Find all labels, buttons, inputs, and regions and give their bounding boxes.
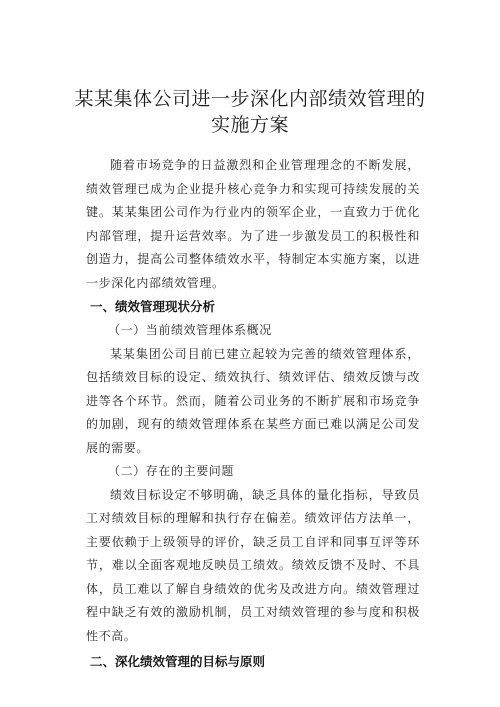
- section-2-heading: 二、深化绩效管理的目标与原则: [90, 654, 266, 669]
- section-1-sub-2-heading: （二）存在的主要问题: [108, 464, 235, 478]
- section-1-sub-1-heading: （一）当前绩效管理体系概况: [108, 323, 272, 337]
- document-body: [86, 154, 420, 674]
- section-1-heading: 一、绩效管理现状分析: [90, 299, 216, 314]
- section-1-sub-1-paragraph: 某某集团公司目前已建立起较为完善的绩效管理体系，包括绩效目标的设定、绩效执行、绩效评估、绩效反馈与改进等各个环节。然而，随着公司业务的不断扩展和市场竞争的加剧，现有的绩效管理体系在某些方面已难以满足公司发展的需要。: [86, 346, 420, 455]
- document-title-line-2: 实施方案: [210, 114, 289, 136]
- section-1-sub-2-paragraph: 绩效目标设定不够明确，缺乏具体的量化指标，导致员工对绩效目标的理解和执行存在偏差。绩效评估方法单一，主要依赖于上级领导的评价，缺乏员工自评和同事互评等环节，难以全面客观地反映员工绩效。绩效反馈不及时、不具体，员工难以了解自身绩效的优劣及改进方向。绩效管理过程中缺乏有效的激励机制，员工对绩效管理的参与度和积极性不高。: [86, 487, 420, 643]
- document-title-line-1: 某某集体公司进一步深化内部绩效管理的: [74, 88, 426, 110]
- intro-paragraph: 随着市场竞争的日益激烈和企业管理理念的不断发展，绩效管理已成为企业提升核心竞争力和实现可持续发展的关键。某某集团公司作为行业内的领军企业，一直致力于优化内部管理，提升运营效率。为了进一步激发员工的积极性和创造力，提高公司整体绩效水平，特制定本实施方案，以进一步深化内部绩效管理。: [86, 158, 420, 290]
